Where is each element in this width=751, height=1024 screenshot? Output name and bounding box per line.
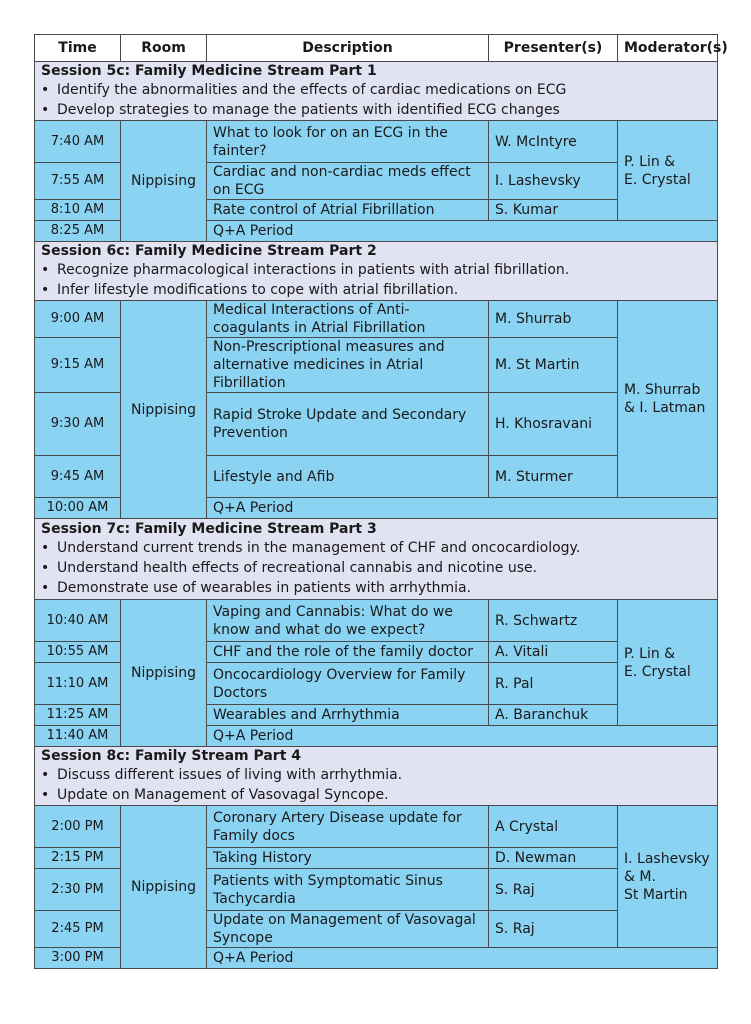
session-title: Session 5c: Family Medicine Stream Part 1 xyxy=(41,63,377,79)
talk-presenter: A Crystal xyxy=(489,806,618,848)
talk-description: Non-Prescriptional measures and alternative medicines in Atrial Fibrillation xyxy=(207,338,489,393)
session-info xyxy=(35,519,718,600)
talk-presenter: A. Baranchuk xyxy=(489,705,618,726)
talk-description: Lifestyle and Afib xyxy=(207,456,489,498)
talk-description: Taking History xyxy=(207,848,489,869)
schedule-table xyxy=(34,34,728,969)
objective-item: • Recognize pharmacological interactions in patients with atrial fibrillation. xyxy=(41,260,711,280)
talk-time: 2:00 PM xyxy=(35,806,121,848)
talk-presenter: R. Pal xyxy=(489,663,618,705)
session-header xyxy=(35,519,718,600)
room-cell: Nippising xyxy=(121,121,207,242)
objective-item: • Identify the abnormalities and the effects of cardiac medications on ECG xyxy=(41,80,711,100)
talk-time: 7:55 AM xyxy=(35,163,121,200)
talk-presenter: S. Raj xyxy=(489,911,618,948)
talk-presenter: S. Kumar xyxy=(489,200,618,221)
talk-presenter: W. McIntyre xyxy=(489,121,618,163)
objective-item: • Discuss different issues of living with arrhythmia. xyxy=(41,765,711,785)
objective-item: • Understand current trends in the management of CHF and oncocardiology. xyxy=(41,538,711,558)
talk-description: Coronary Artery Disease update for Family docs xyxy=(207,806,489,848)
talk-presenter: I. Lashevsky xyxy=(489,163,618,200)
talk-time: 9:00 AM xyxy=(35,301,121,338)
qa-description: Q+A Period xyxy=(207,726,718,747)
talk-time: 9:45 AM xyxy=(35,456,121,498)
session-objectives xyxy=(41,538,711,598)
session-title: Session 6c: Family Medicine Stream Part 2 xyxy=(41,243,377,259)
talk-description: Rate control of Atrial Fibrillation xyxy=(207,200,489,221)
qa-time: 8:25 AM xyxy=(35,221,121,242)
talk-time: 10:55 AM xyxy=(35,642,121,663)
session-header xyxy=(35,747,718,806)
moderator-cell: M. Shurrab & I. Latman xyxy=(618,301,718,498)
talk-presenter: M. Shurrab xyxy=(489,301,618,338)
qa-time: 11:40 AM xyxy=(35,726,121,747)
session-objectives xyxy=(41,260,711,300)
session-info xyxy=(35,242,718,301)
session-title: Session 7c: Family Medicine Stream Part 3 xyxy=(41,521,377,537)
objective-item: • Understand health effects of recreational cannabis and nicotine use. xyxy=(41,558,711,578)
talk-description: Wearables and Arrhythmia xyxy=(207,705,489,726)
talk-time: 8:10 AM xyxy=(35,200,121,221)
talk-description: Patients with Symptomatic Sinus Tachycardia xyxy=(207,869,489,911)
talk-time: 2:15 PM xyxy=(35,848,121,869)
objective-item: • Develop strategies to manage the patients with identified ECG changes xyxy=(41,100,711,120)
session-header xyxy=(35,62,718,121)
session-title: Session 8c: Family Stream Part 4 xyxy=(41,748,302,764)
talk-presenter: M. Sturmer xyxy=(489,456,618,498)
session-objectives xyxy=(41,80,711,120)
session-header xyxy=(35,242,718,301)
header-room: Room xyxy=(121,35,207,62)
talk-description: Cardiac and non-cardiac meds effect on ECG xyxy=(207,163,489,200)
talk-time: 9:15 AM xyxy=(35,338,121,393)
talk-presenter: R. Schwartz xyxy=(489,600,618,642)
talk-time: 7:40 AM xyxy=(35,121,121,163)
talk-row xyxy=(35,121,718,163)
header-row xyxy=(35,35,718,62)
header-time: Time xyxy=(35,35,121,62)
talk-presenter: M. St Martin xyxy=(489,338,618,393)
moderator-cell: P. Lin & E. Crystal xyxy=(618,121,718,221)
talk-row xyxy=(35,806,718,848)
talk-description: Oncocardiology Overview for Family Doctors xyxy=(207,663,489,705)
header-moderators: Moderator(s) xyxy=(618,35,718,62)
talk-description: Update on Management of Vasovagal Syncope xyxy=(207,911,489,948)
talk-time: 10:40 AM xyxy=(35,600,121,642)
qa-description: Q+A Period xyxy=(207,948,718,969)
session-objectives xyxy=(41,765,711,805)
talk-presenter: A. Vitali xyxy=(489,642,618,663)
talk-description: CHF and the role of the family doctor xyxy=(207,642,489,663)
room-cell: Nippising xyxy=(121,600,207,747)
talk-description: Vaping and Cannabis: What do we know and what do we expect? xyxy=(207,600,489,642)
room-cell: Nippising xyxy=(121,806,207,969)
session-info xyxy=(35,747,718,806)
talk-description: What to look for on an ECG in the fainter? xyxy=(207,121,489,163)
talk-time: 11:25 AM xyxy=(35,705,121,726)
talk-time: 9:30 AM xyxy=(35,393,121,456)
talk-row xyxy=(35,301,718,338)
objective-item: • Update on Management of Vasovagal Syncope. xyxy=(41,785,711,805)
talk-time: 11:10 AM xyxy=(35,663,121,705)
talk-presenter: D. Newman xyxy=(489,848,618,869)
talk-description: Medical Interactions of Anti-coagulants in Atrial Fibrillation xyxy=(207,301,489,338)
talk-presenter: S. Raj xyxy=(489,869,618,911)
qa-description: Q+A Period xyxy=(207,498,718,519)
talk-description: Rapid Stroke Update and Secondary Prevention xyxy=(207,393,489,456)
header-description: Description xyxy=(207,35,489,62)
objective-item: • Infer lifestyle modifications to cope with atrial fibrillation. xyxy=(41,280,711,300)
talk-time: 2:45 PM xyxy=(35,911,121,948)
objective-item: • Demonstrate use of wearables in patients with arrhythmia. xyxy=(41,578,711,598)
qa-time: 3:00 PM xyxy=(35,948,121,969)
moderator-cell: I. Lashevsky & M. St Martin xyxy=(618,806,718,948)
session-info xyxy=(35,62,718,121)
moderator-cell: P. Lin & E. Crystal xyxy=(618,600,718,726)
qa-time: 10:00 AM xyxy=(35,498,121,519)
header-presenters: Presenter(s) xyxy=(489,35,618,62)
qa-description: Q+A Period xyxy=(207,221,718,242)
talk-time: 2:30 PM xyxy=(35,869,121,911)
talk-row xyxy=(35,600,718,642)
room-cell: Nippising xyxy=(121,301,207,519)
talk-presenter: H. Khosravani xyxy=(489,393,618,456)
